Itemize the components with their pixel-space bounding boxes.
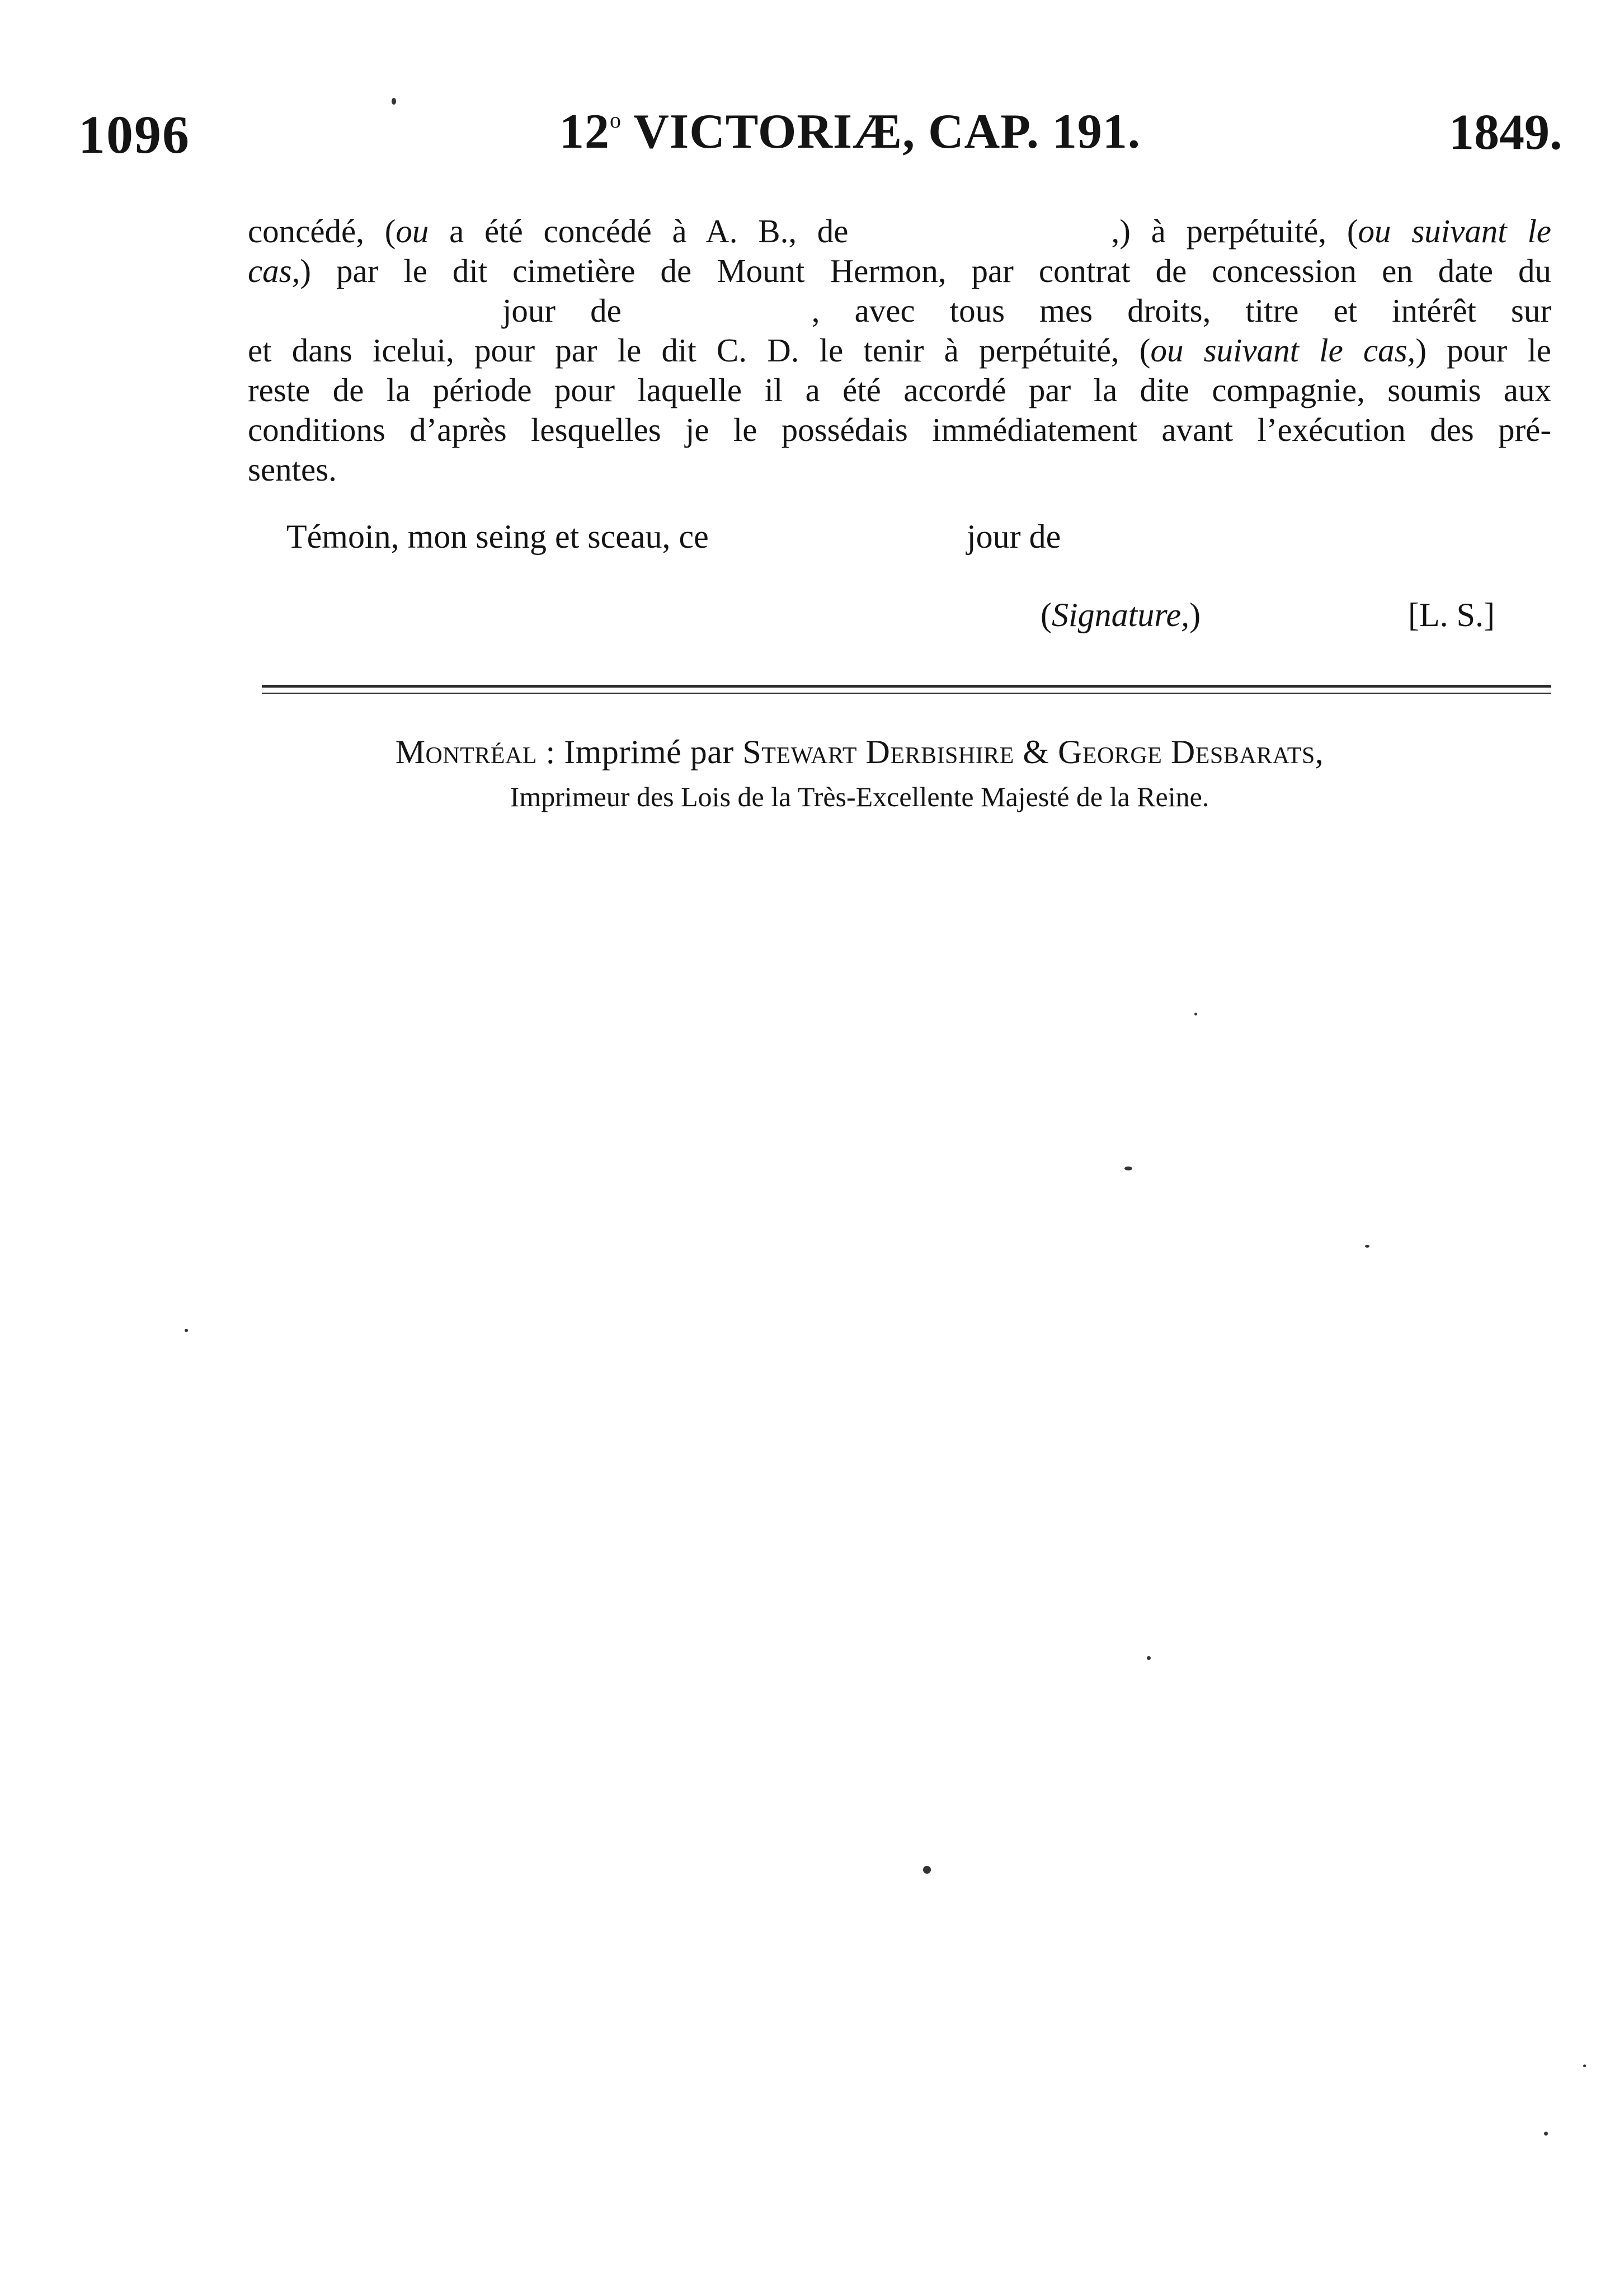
scan-speck <box>392 98 396 105</box>
scan-speck <box>1194 1013 1197 1015</box>
body-line-7: sentes. <box>248 451 337 488</box>
body-line-1: concédé, (ou a été concédé à A. B., de ,) à perpétuité, (ou suivant le <box>248 213 1551 250</box>
scan-speck <box>1365 1245 1369 1248</box>
page-number: 1096 <box>78 105 190 164</box>
year: 1849. <box>1449 105 1562 160</box>
title-main: VICTORIÆ, CAP. 191. <box>622 105 1141 159</box>
witness-day: jour de <box>967 518 1061 555</box>
body-line-5: reste de la période pour laquelle il a été accordé par la dite compagnie, soumis aux <box>248 371 1551 408</box>
colophon-printer: Montréal : Imprimé par Stewart Derbishire & George Desbarats, <box>395 733 1324 770</box>
running-head <box>0 104 1624 171</box>
divider-rule-thin <box>262 693 1551 694</box>
body-line-6: conditions d’après lesquelles je le possédais immédiatement avant l’exécution des pré- <box>248 411 1551 448</box>
title-prefix: 12 <box>559 105 610 159</box>
signature-line: (Signature,) <box>1041 596 1201 633</box>
scan-speck <box>1544 2132 1548 2136</box>
running-title <box>559 104 1141 160</box>
witness-text: Témoin, mon seing et sceau, ce <box>286 518 709 555</box>
colophon-title: Imprimeur des Lois de la Très-Excellente Majesté de la Reine. <box>510 781 1209 812</box>
body-line-4: et dans icelui, pour par le dit C. D. le tenir à perpétuité, (ou suivant le cas,) pour le <box>248 332 1551 369</box>
scan-speck <box>1124 1167 1132 1170</box>
title-superscript: o <box>610 107 622 133</box>
body-paragraph <box>248 211 1551 490</box>
body-line-3: jour de , avec tous mes droits, titre et intérêt sur <box>502 292 1551 329</box>
scan-speck <box>1147 1656 1151 1660</box>
body-line-2: cas,) par le dit cimetière de Mount Hermon, par contrat de concession en date du <box>248 252 1551 289</box>
scan-speck <box>923 1866 931 1874</box>
scan-speck <box>185 1329 188 1332</box>
seal-mark: [L. S.] <box>1408 596 1495 633</box>
scan-speck <box>1583 2064 1586 2067</box>
divider-rule-thick <box>262 685 1551 688</box>
